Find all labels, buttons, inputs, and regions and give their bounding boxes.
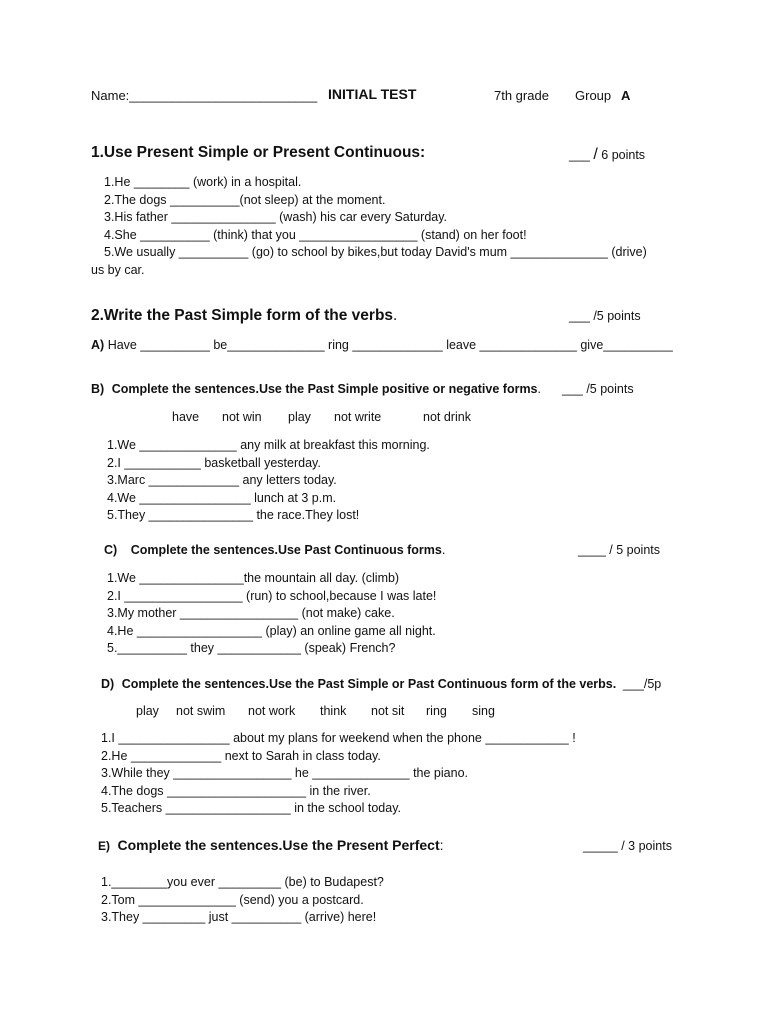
section-c-item-4: 4.He __________________ (play) an online game all night. xyxy=(107,623,436,638)
section-b-item-2: 2.I ___________ basketball yesterday. xyxy=(107,455,321,470)
section-d-item-5: 5.Teachers __________________ in the school today. xyxy=(101,801,402,815)
section-d-item-4: 4.The dogs ____________________ in the river. xyxy=(101,783,371,798)
section-d-item-3: 3.While they _________________ he ______________ the piano. xyxy=(101,766,468,780)
page-title: INITIAL TEST xyxy=(328,86,417,102)
section-1-points-text: 6 points xyxy=(601,148,646,162)
section-1-item-4: 4.She __________ (think) that you _________________ (stand) on her foot! xyxy=(104,227,527,242)
section-1-points xyxy=(569,146,645,164)
section-d-item-1: 1.I ________________ about my plans for weekend when the phone ____________ ! xyxy=(101,731,576,745)
section-b-item-1: 1.We ______________ any milk at breakfast this morning. xyxy=(107,438,430,452)
word-bank-item: play xyxy=(136,704,159,718)
section-1-title: 1.Use Present Simple or Present Continuous: xyxy=(91,144,426,161)
section-c-label: C) xyxy=(104,543,118,557)
section-b-title: Complete the sentences.Use the Past Simple positive or negative forms xyxy=(111,382,538,396)
group-label: Group xyxy=(575,88,612,103)
section-1-item-5-continued: us by car. xyxy=(91,262,145,277)
section-d-points: ___/5p xyxy=(623,677,662,691)
word-bank-item: not write xyxy=(334,410,382,424)
section-b-points: ___ /5 points xyxy=(562,382,634,396)
section-e-label: E) xyxy=(98,839,110,853)
section-b-item-5: 5.They _______________ the race.They lost! xyxy=(107,508,360,522)
section-2-points: ___ /5 points xyxy=(569,309,641,323)
section-c-item-5: 5.__________ they ____________ (speak) French? xyxy=(107,641,396,655)
section-d-word-bank xyxy=(0,703,768,721)
word-bank-item: not sit xyxy=(371,704,405,718)
section-e-points: _____ / 3 points xyxy=(583,839,672,853)
section-c-item-2: 2.I _________________ (run) to school,because I was late! xyxy=(107,588,437,603)
grade-label: 7th grade xyxy=(494,88,549,103)
section-2a-text: Have __________ be______________ ring _____________ leave ______________ give__________ xyxy=(107,338,673,352)
section-2-title-text: 2.Write the Past Simple form of the verbs xyxy=(91,307,394,324)
section-2-title-period: . xyxy=(393,307,398,324)
section-c-item-3: 3.My mother _________________ (not make) cake. xyxy=(107,606,395,620)
section-b-heading xyxy=(91,382,541,396)
section-c-title-period: . xyxy=(441,543,446,557)
section-d-item-2: 2.He _____________ next to Sarah in class today. xyxy=(101,748,381,763)
section-e-item-2: 2.Tom ______________ (send) you a postcard. xyxy=(101,892,364,907)
section-c-points: ____ / 5 points xyxy=(578,543,661,557)
section-2a-row xyxy=(91,337,673,355)
name-field-label: Name:__________________________ xyxy=(91,88,318,103)
section-d-heading xyxy=(101,677,616,691)
word-bank-item: not swim xyxy=(176,704,226,718)
word-bank-item: not win xyxy=(222,410,262,424)
section-b-title-period: . xyxy=(537,382,541,396)
word-bank-item: not drink xyxy=(423,410,471,424)
word-bank-item: think xyxy=(320,704,347,718)
section-d-label: D) xyxy=(101,677,115,691)
section-b-item-3: 3.Marc _____________ any letters today. xyxy=(107,473,337,487)
section-1-item-5: 5.We usually __________ (go) to school by bikes,but today David's mum ______________ (drive) xyxy=(104,245,647,259)
section-c-item-1: 1.We _______________the mountain all day. (climb) xyxy=(107,571,400,585)
section-1-points-slash: / xyxy=(593,146,598,163)
word-bank-item: ring xyxy=(426,704,447,718)
section-1-item-2: 2.The dogs __________(not sleep) at the moment. xyxy=(104,192,386,207)
section-1-points-blank: ___ xyxy=(569,148,590,162)
section-c-heading xyxy=(104,543,445,557)
section-d-title: Complete the sentences.Use the Past Simple or Past Continuous form of the verbs. xyxy=(121,677,617,691)
section-e-title: Complete the sentences.Use the Present Perfect xyxy=(117,837,440,853)
word-bank-item: have xyxy=(172,410,200,424)
word-bank-item: play xyxy=(288,410,311,424)
section-1-item-1: 1.He ________ (work) in a hospital. xyxy=(104,175,302,189)
word-bank-item: not work xyxy=(248,704,296,718)
section-b-word-bank xyxy=(0,409,768,427)
section-e-item-3: 3.They _________ just __________ (arrive) here! xyxy=(101,910,377,924)
section-1-item-3: 3.His father _______________ (wash) his car every Saturday. xyxy=(104,210,448,224)
section-c-title: Complete the sentences.Use Past Continuous forms xyxy=(130,543,442,557)
section-2-title xyxy=(91,307,397,325)
group-value: A xyxy=(621,88,631,103)
section-b-item-4: 4.We ________________ lunch at 3 p.m. xyxy=(107,490,337,505)
section-2a-label: A) xyxy=(91,338,105,352)
section-e-heading xyxy=(98,837,444,853)
word-bank-item: sing xyxy=(472,704,495,718)
section-b-label: B) xyxy=(91,382,105,396)
section-e-item-1: 1.________you ever _________ (be) to Budapest? xyxy=(101,875,384,889)
section-e-title-colon: : xyxy=(439,837,444,853)
